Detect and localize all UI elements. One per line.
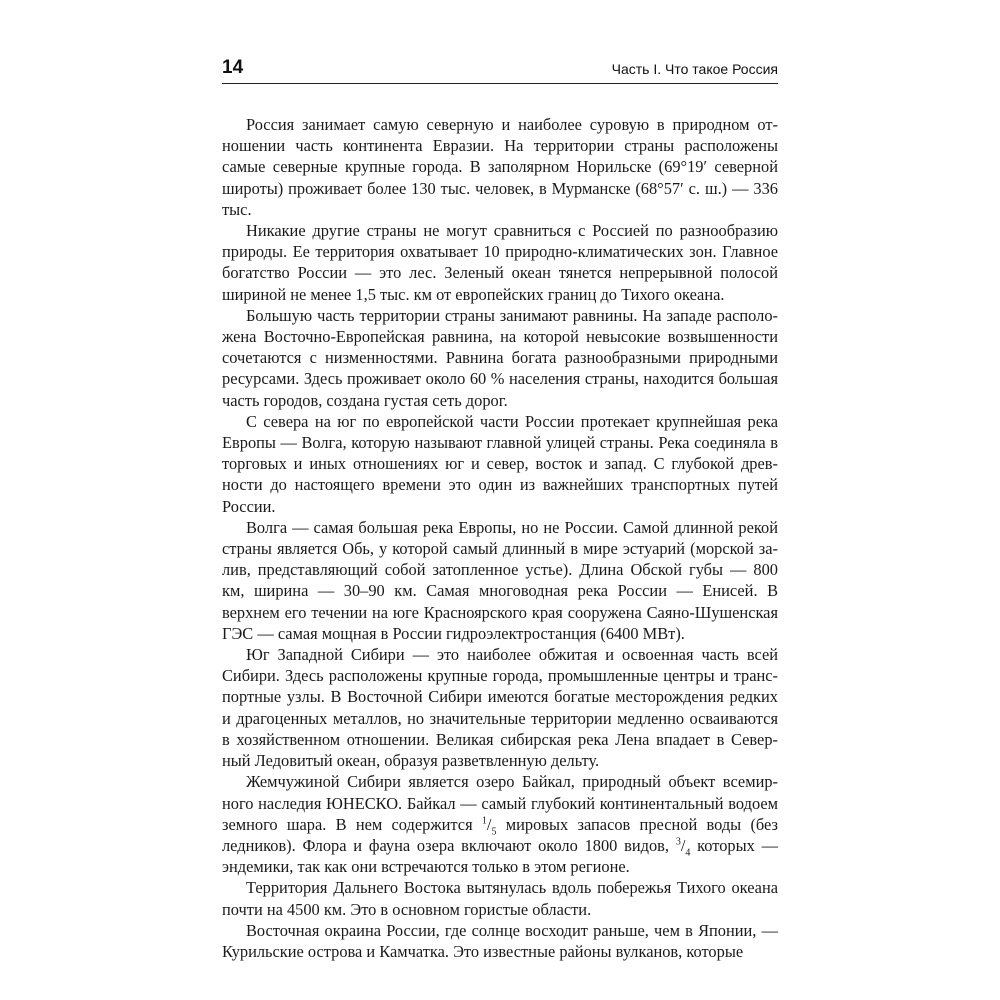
paragraph-plains: Большую часть территории страны занимают равнины. На западе расположена Восточно-Европейская равнина, на которой невысокие возвышенности сочетаются с низменностями. Равнина богата разнообразными природными ресурсами. Здесь проживает около 60 % населения страны, находится большая часть городов, создана густая сеть дорог. (222, 305, 778, 410)
paragraph-russia-north: Россия занимает самую северную и наиболее суровую в природном отношении часть континента Евразии. На территории страны расположены самые северные крупные города. В заполярном Норильске (69°19′ северной широты) проживает более 130 тыс. человек, в Мурманске (68°57′ с. ш.) — 336 тыс. (222, 115, 778, 219)
paragraph-volga: С севера на юг по европейской части России протекает крупнейшая река Европы — Волга, которую называют главной улицей страны. Река соединяла в торговых и иных отношениях юг и север, восток и запад. С глубокой древности до настоящего времени это один из важнейших транспортных путей России. (222, 411, 778, 516)
page-header (222, 57, 778, 79)
fraction-one-fifth-slash: / (486, 814, 492, 834)
paragraph-rivers: Волга — самая большая река Европы, но не России. Самой длинной рекой страны является Обь, у которой самый длинный в мире эстуарий (морской залив, представляющий собой затопленное устье). Длина Обской губы — 800 км, ширина — 30–90 км. Самая многоводная река России — Енисей. В верхнем его течении на юге Красноярского края сооружена Саяно-Шушенская ГЭС — самая мощная в России гидроэлектростанция (6400 МВт). (222, 517, 778, 643)
body-text (222, 114, 778, 962)
running-head: Часть I. Что такое Россия (611, 61, 778, 77)
fraction-one-fifth-denominator: 5 (491, 825, 497, 837)
fraction-one-fifth-numerator: 1 (481, 815, 487, 827)
page-number: 14 (222, 57, 244, 78)
paragraph-siberia: Юг Западной Сибири — это наиболее обжитая и освоенная часть всей Сибири. Здесь расположены крупные города, промышленные центры и транспортные узлы. В Восточной Сибири имеются богатые месторождения редких и драгоценных металлов, но значительные территории медленно осваиваются в хозяйственном отношении. Великая сибирская река Лена впадает в Северный Ледовитый океан, образуя разветвленную дельту. (222, 645, 778, 771)
paragraph-kurils: Восточная окраина России, где солнце восходит раньше, чем в Японии, — Курильские острова и Камчатка. Это известные районы вулканов, которые (222, 920, 778, 961)
paragraph-baikal (222, 771, 778, 877)
baikal-text-before: Жемчужиной Сибири является озеро Байкал, природный объект всемирного наследия ЮНЕСКО. Байкал — самый глубокий континентальный водоем земного шара. В нем содержится (222, 772, 778, 834)
baikal-text-middle: мировых запасов пресной воды (без ледников). Флора и фауна озера включают около 1800 видов, (222, 814, 779, 855)
paragraph-far-east: Территория Дальнего Востока вытянулась вдоль побережья Тихого океана почти на 4500 км. Это в основном гористые области. (222, 878, 778, 919)
fraction-three-quarters-slash: / (680, 835, 686, 855)
header-rule (222, 83, 778, 84)
fraction-three-quarters-denominator: 4 (685, 847, 691, 859)
fraction-three-quarters-numerator: 3 (675, 836, 681, 848)
baikal-text-after: которых — эндемики, так как они встречаются только в этом регионе. (222, 835, 778, 877)
paragraph-nature-diversity: Никакие другие страны не могут сравниться с Россией по разнообразию природы. Ее территория охватывает 10 природно-климатических зон. Главное богатство России — это лес. Зеленый океан тянется непрерывной полосой шириной не менее 1,5 тыс. км от европейских границ до Тихого океана. (222, 221, 778, 304)
